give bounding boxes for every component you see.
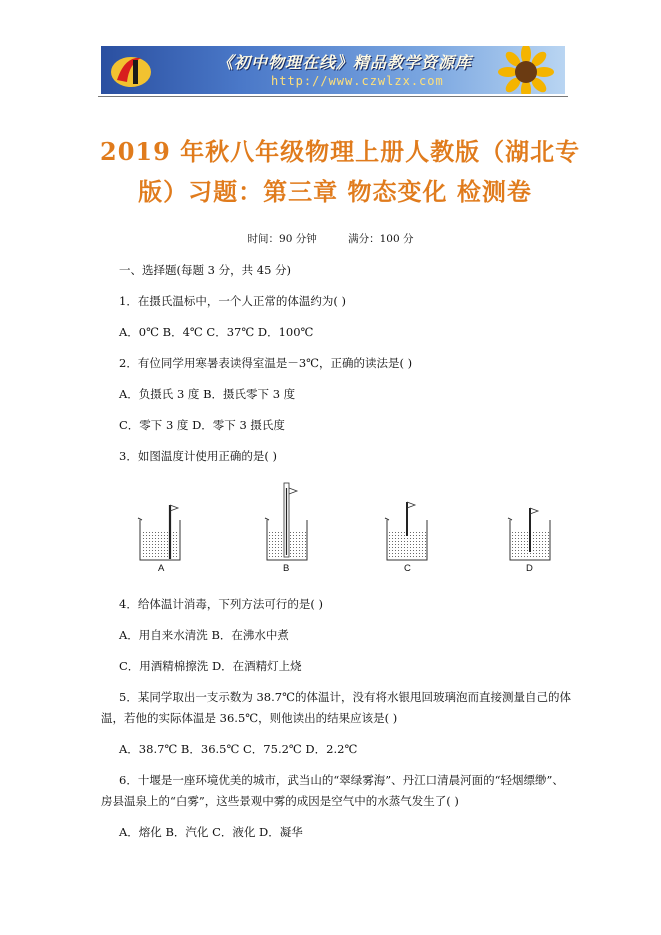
beaker-c <box>385 502 427 560</box>
question-5-options: A．38.7℃ B．36.5℃ C．75.2℃ D．2.2℃ <box>119 742 358 756</box>
question-2: 2．有位同学用寒暑表读得室温是－3℃，正确的读法是( ) <box>119 356 413 370</box>
sunflower-icon <box>491 46 561 94</box>
question-6-continued: 房县温泉上的“白雾”，这些景观中雾的成因是空气中的水蒸气发生了( ) <box>101 794 459 808</box>
beaker-b <box>265 483 307 560</box>
document-title-line-2: 版）习题：第三章 物态变化 检测卷 <box>138 177 532 206</box>
header-banner <box>101 46 565 94</box>
banner-url[interactable]: http://www.czwlzx.com <box>271 74 444 88</box>
question-5-continued: 温，若他的实际体温是 36.5℃，则他读出的结果应该是( ) <box>101 711 398 725</box>
question-1-options: A．0℃ B．4℃ C．37℃ D．100℃ <box>119 325 314 339</box>
exam-score: 满分：100 分 <box>348 233 414 245</box>
question-2-options-ab: A．负摄氏 3 度 B．摄氏零下 3 度 <box>119 387 296 401</box>
question-4-options-ab: A．用自来水清洗 B．在沸水中煮 <box>119 628 289 642</box>
logo-icon <box>109 50 155 90</box>
question-1: 1．在摄氏温标中，一个人正常的体温约为( ) <box>119 294 346 308</box>
question-5: 5．某同学取出一支示数为 38.7℃的体温计，没有将水银甩回玻璃泡而直接测量自己的体 <box>119 690 571 704</box>
exam-meta <box>0 231 661 246</box>
exam-time: 时间：90 分钟 <box>247 233 317 245</box>
figure-label-c: C <box>404 563 411 574</box>
question-4: 4．给体温计消毒，下列方法可行的是( ) <box>119 597 323 611</box>
question-3: 3．如图温度计使用正确的是( ) <box>119 449 277 463</box>
figure-label-d: D <box>526 563 533 574</box>
figure-label-a: A <box>158 563 165 574</box>
beaker-d <box>508 508 550 560</box>
section-heading: 一、选择题(每题 3 分，共 45 分) <box>119 263 292 277</box>
banner-title: 《初中物理在线》精品教学资源库 <box>217 53 473 72</box>
banner-rule <box>98 96 568 97</box>
figure-label-b: B <box>283 563 290 574</box>
document-title-line-1: 2019 年秋八年级物理上册人教版（湖北专 <box>100 137 581 166</box>
thermometer-figure <box>130 480 560 580</box>
question-6-options: A．熔化 B．汽化 C．液化 D．凝华 <box>119 825 303 839</box>
beaker-a <box>138 505 180 560</box>
question-4-options-cd: C．用酒精棉擦洗 D．在酒精灯上烧 <box>119 659 302 673</box>
question-6: 6．十堰是一座环境优美的城市，武当山的“翠绿雾海”、丹江口清晨河面的“轻烟缥缈”、 <box>119 773 564 787</box>
question-2-options-cd: C．零下 3 度 D．零下 3 摄氏度 <box>119 418 285 432</box>
